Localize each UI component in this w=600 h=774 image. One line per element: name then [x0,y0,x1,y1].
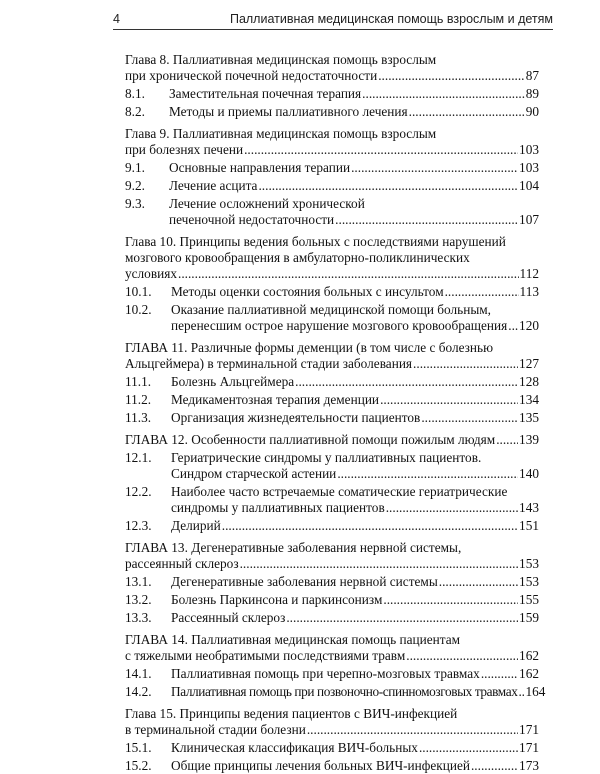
toc-section[interactable] [125,518,539,534]
toc-line [125,356,539,372]
toc-line [171,758,539,774]
toc-section-body [169,178,539,194]
toc-page-number: 162 [519,666,539,681]
toc-chapter-ch13[interactable] [125,540,539,626]
dot-leader [481,666,518,682]
toc-chapter-ch10[interactable] [125,234,539,334]
toc-text: Наиболее часто встречаемые соматические гериатрические [171,484,508,499]
toc-line [125,234,539,250]
toc-section-number: 12.2. [125,484,152,499]
dot-leader [439,574,518,590]
toc-section-body [171,610,539,626]
toc-page-number: 90 [525,104,539,119]
toc-section-body [171,392,539,408]
toc-section-number: 14.2. [125,684,152,699]
toc-line [125,722,539,738]
toc-text: синдромы у паллиативных пациентов [171,500,385,515]
toc-section-body [171,484,539,516]
toc-line [171,518,539,534]
dot-leader [244,142,518,158]
toc-page-number: 135 [519,410,539,425]
toc-text: Лечение асцита [169,178,258,193]
toc-section[interactable] [125,484,539,516]
toc-text: ГЛАВА 12. Особенности паллиативной помощи пожилым людям [125,432,496,447]
running-title: Паллиативная медицинская помощь взрослым и детям [229,12,553,26]
toc-text: Глава 8. Паллиативная медицинская помощь взрослым [125,52,437,67]
toc-page-number: 87 [525,68,539,83]
toc-text: Болезнь Альцгеймера [171,374,295,389]
toc-section[interactable] [125,574,539,590]
toc-line [125,340,539,356]
toc-line [171,302,539,318]
toc-text: ГЛАВА 14. Паллиативная медицинская помощь пациентам [125,632,461,647]
toc-page-number: 164 [525,684,546,699]
toc-text: Дегенеративные заболевания нервной системы [171,574,438,589]
toc-line [169,160,539,176]
toc-section-number: 11.1. [125,374,152,389]
dot-leader [286,610,518,626]
toc-page-number: 103 [519,142,539,157]
toc-section[interactable] [125,178,539,194]
toc-section-number: 9.3. [125,196,145,211]
toc-section[interactable] [125,610,539,626]
toc-section-number: 9.1. [125,160,145,175]
toc-line [125,126,539,142]
toc-line [125,556,539,572]
toc-page-number: 139 [519,432,539,447]
toc-line [125,632,539,648]
toc-line [125,266,539,282]
toc-page-number: 140 [519,466,539,481]
toc-page-number: 112 [519,266,539,281]
toc-line [169,178,539,194]
toc-page-number: 155 [519,592,539,607]
dot-leader [496,432,518,448]
toc-page-number: 162 [519,648,539,663]
toc-line [171,450,539,466]
toc-text: Методы оценки состояния больных с инсультом [171,284,444,299]
toc-section-body [171,410,539,426]
toc-chapter-ch12[interactable] [125,432,539,534]
toc-line [125,432,539,448]
toc-section[interactable] [125,740,539,756]
toc-line [125,706,539,722]
toc-section-body [171,592,539,608]
toc-section-number: 8.1. [125,86,145,101]
toc-page-number: 134 [519,392,539,407]
toc-text: Болезнь Паркинсона и паркинсонизм [171,592,383,607]
toc-section-number: 9.2. [125,178,145,193]
dot-leader [307,722,518,738]
running-header [113,10,553,28]
toc-text: Паллиативная помощь при черепно-мозговых травмах [171,666,480,681]
dot-leader [240,556,518,572]
toc-text: Рассеянный склероз [171,610,286,625]
toc-page-number: 113 [519,284,539,299]
toc-text: с тяжелыми необратимыми последствиями травм [125,648,406,663]
dot-leader [419,740,518,756]
toc-section-body [171,374,539,390]
dot-leader [295,374,518,390]
toc-page-number: 128 [519,374,539,389]
toc-text: Методы и приемы паллиативного лечения [169,104,408,119]
toc-line [169,86,539,102]
toc-line [171,610,539,626]
dot-leader [471,758,518,774]
toc-line [125,68,539,84]
toc-line [171,410,539,426]
toc-text: рассеянный склероз [125,556,239,571]
dot-leader [351,160,518,176]
toc-section[interactable] [125,374,539,390]
toc-section[interactable] [125,410,539,426]
toc-page-number: 143 [519,500,539,515]
table-of-contents [125,52,546,774]
toc-line [171,666,539,682]
dot-leader [362,86,525,102]
dot-leader [409,104,525,120]
toc-section[interactable] [125,666,539,682]
toc-page-number: 89 [525,86,539,101]
dot-leader [222,518,518,534]
toc-section[interactable] [125,160,539,176]
toc-line [171,466,539,482]
toc-chapter-ch9[interactable] [125,126,539,228]
toc-text: Паллиативная помощь при позвоночно-спинномозговых травмах [171,684,518,699]
toc-text: Глава 9. Паллиативная медицинская помощь взрослым [125,126,437,141]
toc-section-number: 12.1. [125,450,152,465]
toc-line [171,392,539,408]
toc-section-number: 15.1. [125,740,152,755]
toc-text: ГЛАВА 13. Дегенеративные заболевания нервной системы, [125,540,462,555]
page-number: 4 [113,12,120,26]
dot-leader [518,684,524,700]
toc-section-body [171,684,546,700]
toc-text: ГЛАВА 11. Различные формы деменции (в том числе с болезнью [125,340,494,355]
toc-page-number: 151 [519,518,539,533]
toc-section[interactable] [125,196,539,228]
toc-section-body [171,302,539,334]
toc-page-number: 120 [519,318,539,333]
toc-text: Клиническая классификация ВИЧ-больных [171,740,418,755]
toc-line [171,374,539,390]
toc-chapter-ch14[interactable] [125,632,546,700]
toc-line [169,104,539,120]
toc-line [125,52,539,68]
toc-text: мозгового кровообращения в амбулаторно-поликлинических [125,250,470,265]
toc-section-body [171,666,539,682]
toc-text: Медикаментозная терапия деменции [171,392,380,407]
dot-leader [421,410,518,426]
toc-section-body [169,160,539,176]
toc-section-body [171,518,539,534]
toc-text: Синдром старческой астении [171,466,337,481]
dot-leader [413,356,518,372]
toc-text: перенесшим острое нарушение мозгового кровообращения [171,318,508,333]
toc-text: Заместительная почечная терапия [169,86,362,101]
toc-line [125,540,539,556]
toc-text: Лечение осложнений хронической [169,196,365,211]
toc-section-body [169,86,539,102]
toc-section-number: 11.3. [125,410,152,425]
toc-section[interactable] [125,104,539,120]
toc-line [171,500,539,516]
toc-text: Глава 10. Принципы ведения больных с последствиями нарушений [125,234,506,249]
toc-line [171,484,539,500]
toc-page-number: 171 [519,722,539,737]
toc-page-number: 127 [519,356,539,371]
dot-leader [406,648,518,664]
toc-section[interactable] [125,684,546,700]
toc-page-number: 107 [519,212,539,227]
toc-section[interactable] [125,284,539,300]
toc-page-number: 159 [519,610,539,625]
toc-section-number: 10.2. [125,302,152,317]
toc-section[interactable] [125,592,539,608]
toc-line [171,318,539,334]
dot-leader [383,592,518,608]
toc-section-body [171,284,539,300]
toc-section-number: 13.3. [125,610,152,625]
dot-leader [178,266,519,282]
dot-leader [337,466,518,482]
toc-section-body [171,450,539,482]
toc-line [125,648,539,664]
toc-page-number: 104 [519,178,539,193]
toc-chapter-ch11[interactable] [125,340,539,426]
toc-page-number: 173 [519,758,539,773]
dot-leader [445,284,519,300]
toc-section-number: 13.2. [125,592,152,607]
toc-line [169,212,539,228]
toc-section[interactable] [125,450,539,482]
toc-page-number: 153 [519,556,539,571]
toc-section-number: 11.2. [125,392,152,407]
toc-text: в терминальной стадии болезни [125,722,306,737]
toc-section-number: 15.2. [125,758,152,773]
toc-section-number: 12.3. [125,518,152,533]
toc-chapter-ch15[interactable] [125,706,539,774]
dot-leader [258,178,518,194]
toc-section[interactable] [125,86,539,102]
toc-text: Основные направления терапии [169,160,351,175]
dot-leader [380,392,518,408]
toc-page-number: 171 [519,740,539,755]
toc-text: Делирий [171,518,221,533]
toc-chapter-ch8[interactable] [125,52,539,120]
toc-line [171,740,539,756]
toc-section-number: 8.2. [125,104,145,119]
toc-section[interactable] [125,302,539,334]
dot-leader [386,500,518,516]
dot-leader [335,212,518,228]
dot-leader [508,318,518,334]
header-rule [113,29,553,30]
toc-section-number: 10.1. [125,284,152,299]
toc-section-body [169,196,539,228]
toc-text: Организация жизнедеятельности пациентов [171,410,421,425]
toc-line [169,196,539,212]
toc-text: Глава 15. Принципы ведения пациентов с ВИЧ-инфекцией [125,706,458,721]
toc-text: Оказание паллиативной медицинской помощи больным, [171,302,491,317]
toc-page-number: 153 [519,574,539,589]
toc-line [171,592,539,608]
toc-line [125,250,539,266]
toc-page-number: 103 [519,160,539,175]
toc-line [171,284,539,300]
toc-line [125,142,539,158]
toc-section-number: 14.1. [125,666,152,681]
toc-section[interactable] [125,758,539,774]
toc-section-body [171,758,539,774]
toc-text: условиях [125,266,177,281]
toc-line [171,684,546,700]
toc-section-number: 13.1. [125,574,152,589]
dot-leader [378,68,524,84]
toc-text: при хронической почечной недостаточности [125,68,378,83]
toc-line [171,574,539,590]
toc-text: Гериатрические синдромы у паллиативных пациентов. [171,450,482,465]
toc-text: Общие принципы лечения больных ВИЧ-инфекцией [171,758,470,773]
toc-section-body [171,574,539,590]
toc-section[interactable] [125,392,539,408]
toc-text: печеночной недостаточности [169,212,335,227]
toc-text: Альцгеймера) в терминальной стадии заболевания [125,356,413,371]
toc-section-body [169,104,539,120]
toc-section-body [171,740,539,756]
toc-text: при болезнях печени [125,142,244,157]
